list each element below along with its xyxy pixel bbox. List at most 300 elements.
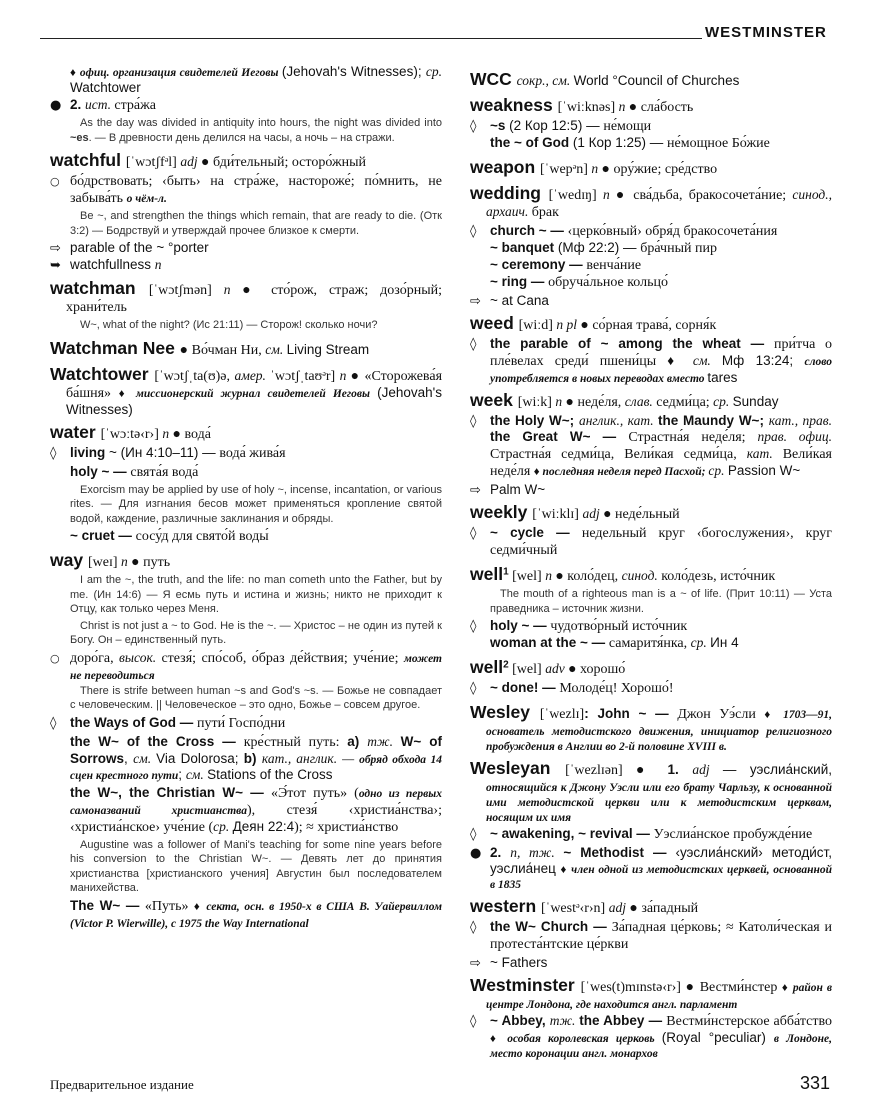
entry-text: ~es bbox=[70, 131, 89, 144]
sense-bullet-icon: ● bbox=[50, 98, 62, 113]
entry-text: относящийся к Джону Уэсли или его брату Чарльзу, к основанной ими методистской церкви или к методистским церквам, носящим их имя bbox=[486, 782, 832, 824]
entry-text: n bbox=[162, 425, 173, 441]
idiom-diamond-icon: ◊ bbox=[50, 445, 57, 461]
entry-subsense bbox=[470, 635, 832, 652]
entry-subsense bbox=[470, 257, 832, 274]
entry-text: ср. bbox=[690, 635, 711, 650]
entry-text: ‹церко́вный› обря́д бракосочета́ния bbox=[567, 224, 778, 239]
entry-text: ● бди́тельный; осторо́жный bbox=[201, 155, 367, 170]
sense-bullet-icon: ● bbox=[470, 846, 482, 861]
entry-text: n bbox=[154, 257, 162, 272]
transcription: [ˈwiːklɪ] bbox=[532, 507, 583, 522]
entry-text: holy ~ — bbox=[70, 463, 131, 479]
headword: Watchman Nee bbox=[50, 337, 180, 358]
headword: weekly bbox=[470, 502, 533, 522]
entry-text: синод., архаич. bbox=[486, 187, 833, 219]
entry-text: прав. офиц. bbox=[757, 429, 832, 444]
entry-text: the W~ Church — bbox=[490, 919, 612, 934]
entry-text: ср. bbox=[713, 394, 733, 409]
entry-text: недельный круг ‹богослужения›, круг седми́чный bbox=[490, 526, 832, 558]
entry-subsense bbox=[470, 413, 832, 480]
entry-subsense bbox=[470, 223, 832, 240]
entry-text: кре́стный путь: bbox=[243, 734, 348, 750]
entry-text: Stations of the Cross bbox=[207, 766, 333, 782]
entry-text: ♦ см. bbox=[667, 353, 722, 368]
transcription: [ˈwezlɪən] bbox=[565, 763, 636, 778]
entry-text: ♦ район в центре Лондона, где находится англ. парламент bbox=[486, 982, 832, 1011]
entry-text: ~ cycle — bbox=[490, 525, 582, 540]
entry-text: 1. bbox=[667, 762, 693, 777]
headword: Wesley bbox=[470, 702, 540, 722]
entry-text: n bbox=[555, 394, 566, 409]
entry-text: Деян 22:4 bbox=[232, 818, 295, 834]
entry-text: (Jehovah's Witnesses); bbox=[281, 64, 426, 79]
meaning-circle-icon: ○ bbox=[50, 175, 60, 188]
entry-text: I am the ~, the truth, and the life: no man cometh unto the Father, but by me. (Ин 14:6) — Я есмь путь и истина и жизнь; никто не приходит к Отцу, как только через Меня. bbox=[70, 574, 442, 615]
headword: Wesleyan bbox=[470, 758, 566, 778]
entry-subsense bbox=[470, 955, 832, 970]
entry-subsense bbox=[470, 525, 832, 559]
entry-text: ~ Fathers bbox=[490, 955, 548, 970]
entry-subsense bbox=[470, 118, 832, 135]
see-also-arrow-icon: ⇨ bbox=[50, 241, 61, 256]
entry-subsense bbox=[50, 785, 442, 836]
headword: weapon bbox=[470, 157, 541, 177]
entry-subsense bbox=[470, 274, 832, 291]
dictionary-entry bbox=[470, 502, 832, 523]
entry-text: Молоде́ц! Хорошо́! bbox=[559, 681, 674, 696]
entry-text: parable of the ~ °porter bbox=[70, 240, 209, 255]
entry-text: adj bbox=[608, 900, 630, 915]
entry-subsense bbox=[50, 257, 442, 273]
entry-text: the Ways of God — bbox=[70, 714, 198, 730]
entry-text: Мф 13:24; bbox=[721, 353, 805, 368]
entry-text: слово употребляется в новых переводах вместо bbox=[490, 356, 832, 385]
entry-text: Ин 4 bbox=[710, 635, 739, 650]
dictionary-entry bbox=[50, 278, 442, 316]
headword: weakness bbox=[470, 95, 558, 115]
entry-subsense bbox=[470, 293, 832, 308]
entry-text: , bbox=[124, 750, 134, 766]
entry-text: сокр., см. bbox=[516, 73, 574, 88]
page-number: 331 bbox=[800, 1073, 831, 1093]
entry-text: 2. bbox=[490, 845, 511, 860]
transcription: [ˈwezlɪ] bbox=[539, 707, 585, 722]
entry-text: n, тж. bbox=[510, 845, 564, 860]
entry-subsense bbox=[470, 135, 832, 152]
usage-example bbox=[50, 116, 442, 145]
entry-text: За́падная це́рковь; ≈ Католи́ческая и протеста́нтские це́ркви bbox=[490, 920, 832, 952]
idiom-diamond-icon: ◊ bbox=[470, 681, 477, 696]
headword: Watchtower bbox=[50, 363, 155, 384]
edition-note: Предварительное издание bbox=[50, 1077, 194, 1092]
entry-text: the parable of ~ among the wheat — bbox=[490, 336, 775, 351]
entry-text: living bbox=[70, 444, 110, 460]
entry-text: World °Council of Churches bbox=[573, 73, 740, 88]
entry-subsense bbox=[50, 64, 442, 95]
meaning-circle-icon: ○ bbox=[50, 651, 60, 665]
usage-example bbox=[50, 318, 442, 333]
entry-text: b) bbox=[243, 750, 262, 766]
entry-text: (2 Кор 12:5) — bbox=[509, 118, 604, 133]
entry-text: ~ done! — bbox=[490, 680, 560, 695]
entry-text: The mouth of a righteous man is a ~ of life. (Прит 10:11) — Уста праведника – источник жизни. bbox=[490, 588, 832, 615]
entry-text: n bbox=[339, 367, 351, 383]
entry-subsense bbox=[50, 240, 442, 255]
entry-text: ♦ миссионерский журнал свидетелей Иеговы bbox=[118, 387, 378, 400]
entry-text: стра́жа bbox=[114, 98, 157, 113]
entry-subsense bbox=[50, 173, 442, 207]
entry-text: ; bbox=[178, 766, 186, 782]
entry-text: сосу́д для свято́й воды́ bbox=[135, 529, 269, 544]
headword: WCC bbox=[470, 69, 517, 89]
entry-text: см. bbox=[185, 766, 208, 782]
entry-text: кат., прав. bbox=[768, 413, 832, 428]
entry-text: ● коло́дец, bbox=[555, 569, 622, 584]
dictionary-entry bbox=[50, 338, 442, 359]
dictionary-entry bbox=[470, 390, 832, 411]
entry-text: стезя́; спо́соб, о́браз де́йствия; уче́ние; bbox=[161, 650, 404, 666]
entry-subsense bbox=[470, 1013, 832, 1060]
entry-subsense bbox=[470, 826, 832, 843]
idiom-diamond-icon: ◊ bbox=[470, 619, 477, 634]
usage-example bbox=[470, 587, 832, 616]
entry-text: As the day was divided in antiquity into hours, the night was divided into bbox=[80, 117, 442, 129]
entry-subsense bbox=[470, 482, 832, 497]
entry-text: ● вода́ bbox=[172, 426, 211, 442]
entry-subsense bbox=[470, 680, 832, 697]
transcription: [ˈwiːknəs] bbox=[557, 100, 619, 115]
idiom-diamond-icon: ◊ bbox=[470, 414, 477, 429]
entry-text: Страстна́я седми́ца, Вели́кая седми́ца, bbox=[490, 447, 747, 462]
entry-text: Страстна́я неде́ля; bbox=[628, 430, 758, 445]
entry-text: Вели́кая неде́ля bbox=[490, 447, 832, 479]
entry-text: «Путь» bbox=[144, 898, 194, 914]
entry-text: ● неде́льный bbox=[603, 507, 680, 522]
entry-text: ● bbox=[635, 763, 668, 778]
entry-text: синод. bbox=[621, 568, 662, 583]
dictionary-entry bbox=[50, 150, 442, 171]
entry-text: брак bbox=[531, 205, 559, 220]
entry-text: Palm W~ bbox=[490, 482, 546, 497]
entry-text: There is strife between human ~s and God's ~s. — Божье не совпадает с человеческим. || Человеческое – это одно, Божье – совсем другое. bbox=[70, 684, 442, 711]
entry-text: Джон Уэ́сли bbox=[677, 707, 765, 722]
entry-text: при́тча о пле́велах среди́ пшени́цы bbox=[490, 337, 832, 369]
entry-text: Be ~, and strengthen the things which remain, that are ready to die. (Отк 3:2) — Бодрствуй и утверждай прочее близкое к смерти. bbox=[70, 210, 442, 237]
entry-text: woman at the ~ — bbox=[490, 635, 609, 650]
entry-text: Christ is not just a ~ to God. He is the ~. — Христос – не один из путей к Богу. Он – единственный путь. bbox=[70, 619, 442, 646]
transcription: ˈwɔtʃˌtaʊᵊr] bbox=[270, 368, 340, 384]
dictionary-entry bbox=[470, 702, 832, 753]
entry-text: the Great W~ — bbox=[490, 429, 629, 444]
entry-text: : John ~ — bbox=[584, 706, 678, 721]
idiom-diamond-icon: ◊ bbox=[470, 224, 477, 239]
entry-text: не́мощи bbox=[603, 119, 652, 134]
entry-text: the W~ of the Cross — bbox=[70, 733, 244, 749]
entry-text: (Мф 22:2) — bbox=[557, 240, 641, 255]
entry-text: ~ banquet bbox=[490, 240, 558, 255]
entry-subsense bbox=[50, 528, 442, 545]
running-head: WESTMINSTER bbox=[705, 24, 827, 41]
entry-text: the Holy W~; bbox=[490, 413, 579, 428]
transcription: [ˈwedɪŋ] bbox=[548, 188, 603, 203]
entry-text: самаритя́нка, bbox=[608, 636, 691, 651]
entry-text: n bbox=[121, 554, 132, 569]
entry-text: Living Stream bbox=[286, 341, 370, 357]
entry-text: (Royal °peculiar) bbox=[661, 1030, 774, 1045]
headword: Westminster bbox=[470, 975, 581, 995]
entry-text: ~ awakening, ~ revival — bbox=[490, 826, 654, 841]
transcription: [wiːk] bbox=[517, 395, 556, 410]
idiom-diamond-icon: ◊ bbox=[50, 715, 57, 731]
entry-text: Exorcism may be applied by use of holy ~, incense, incantation, or various rites. — Для изгнания бесов может применяться кропление святой водой, каждение, различные заклинания и обряды. bbox=[70, 483, 442, 525]
entry-text: church ~ — bbox=[490, 223, 568, 238]
entry-text: в Лондоне, место коронации англ. монархов bbox=[490, 1033, 832, 1060]
dictionary-entry bbox=[470, 313, 832, 334]
transcription: [wel] bbox=[508, 569, 546, 584]
see-also-arrow-icon: ⇨ bbox=[470, 483, 481, 498]
transcription: [ˈwɔːtə‹r›] bbox=[100, 426, 163, 442]
entry-text: W~ of Sorrows bbox=[70, 733, 442, 766]
transcription: [ˈwɔtʃfᵊl] bbox=[125, 155, 181, 170]
entry-text: доро́га, bbox=[70, 650, 120, 666]
entry-text: пути́ Госпо́дни bbox=[197, 715, 286, 731]
entry-text: adj bbox=[582, 506, 604, 521]
dictionary-entry bbox=[470, 157, 832, 178]
entry-text: Sunday bbox=[732, 394, 779, 409]
entry-text: a) bbox=[347, 733, 368, 749]
dictionary-entry bbox=[50, 550, 442, 571]
headword: wedding bbox=[470, 183, 549, 203]
entry-text: ● ору́жие; сре́дство bbox=[601, 162, 718, 177]
entry-text: 2 bbox=[503, 659, 509, 671]
entry-text: высок. bbox=[119, 649, 162, 665]
entry-text: ♦ 1703—91, основатель методистского движения, инициатор религиозного пробуждения в Англии во 2-й половине XVIII в. bbox=[486, 709, 832, 753]
entry-text: The W~ — bbox=[70, 897, 145, 913]
entry-text: ~ ring — bbox=[490, 274, 549, 289]
entry-text: adv bbox=[545, 661, 569, 676]
entry-text: ● со́рная трава́, сорня́к bbox=[580, 318, 717, 333]
entry-text: ~ Abbey, bbox=[490, 1013, 550, 1028]
entry-text: ); ≈ христиа́нство bbox=[294, 819, 399, 835]
entry-text: тж. bbox=[367, 733, 401, 749]
entry-subsense bbox=[470, 336, 832, 385]
dictionary-entry bbox=[470, 896, 832, 917]
entry-text: ● Вестми́нстер bbox=[685, 980, 782, 995]
entry-text: W~, what of the night? (Ис 21:11) — Сторож! сколько ночи? bbox=[80, 319, 378, 331]
usage-example bbox=[50, 838, 442, 896]
transcription: [ˈwɔtʃˌta(ʊ)ə, bbox=[154, 368, 235, 384]
entry-text: ~ ceremony — bbox=[490, 257, 587, 272]
entry-text: ~ Methodist — bbox=[563, 845, 676, 860]
entry-text: adj bbox=[180, 154, 201, 169]
entry-text: n bbox=[618, 99, 629, 114]
entry-text: ● за́падный bbox=[629, 901, 699, 916]
entry-text: n bbox=[545, 568, 556, 583]
entry-text: n bbox=[591, 161, 602, 176]
idiom-diamond-icon: ◊ bbox=[470, 526, 477, 541]
entry-text: венча́ние bbox=[586, 258, 642, 273]
entry-text: 1 bbox=[503, 566, 509, 578]
entry-text: свята́я вода́ bbox=[130, 464, 199, 480]
usage-example bbox=[50, 573, 442, 617]
entry-text: ‹уэслиа́нский› методи́ст, уэслиа́нец bbox=[490, 845, 832, 876]
entry-text: обряд обхода 14 сцен крестного пути bbox=[70, 753, 442, 782]
entry-text: Augustine was a follower of Mani's teaching for some nine years before his conversion to the Christian W~. — Девять лет до принятия христианства [христианского учения] Августин был последователем манихейства. bbox=[70, 838, 442, 894]
entry-text: n bbox=[223, 282, 243, 297]
entry-text: ♦ офиц. организация свидетелей Иеговы bbox=[70, 67, 282, 79]
transcription: [ˈwepᵊn] bbox=[540, 162, 592, 177]
idiom-diamond-icon: ◊ bbox=[470, 337, 477, 352]
headword: western bbox=[470, 896, 541, 916]
entry-subsense bbox=[50, 464, 442, 481]
entry-text: the Abbey — bbox=[579, 1013, 667, 1028]
entry-text: ~s bbox=[490, 118, 510, 133]
entry-text: бра́чный пир bbox=[640, 241, 717, 256]
entry-text: бо́дрствовать; ‹быть› на стра́же, настороже́; по́мнить, не забыва́ть bbox=[70, 174, 442, 206]
usage-example bbox=[50, 684, 442, 713]
entry-text: о чём-л. bbox=[126, 193, 167, 205]
entry-text: не́мощное Бо́жие bbox=[667, 136, 770, 151]
entry-text: коло́дезь, исто́чник bbox=[661, 569, 776, 584]
dictionary-entry bbox=[470, 657, 832, 678]
idiom-diamond-icon: ◊ bbox=[470, 920, 477, 935]
entry-text: ♦ секта, осн. в 1950-х в США В. Уайервиллом (Victor P. Wierwille), с 1975 the Way International bbox=[70, 900, 442, 930]
dictionary-entry bbox=[50, 364, 442, 417]
entry-text: watchfullness bbox=[70, 257, 155, 272]
dictionary-entry bbox=[470, 758, 832, 824]
entry-text: ), стезя́ ‹христиа́нства›; ‹христиа́нское› уче́ние ( bbox=[70, 802, 442, 835]
entry-text: ~ cruet — bbox=[70, 528, 136, 543]
headword: weed bbox=[470, 313, 519, 333]
entry-text: ♦ особая королевская церковь bbox=[490, 1033, 662, 1045]
entry-text: the Maundy W~; bbox=[658, 413, 769, 428]
entry-text: the W~, the Christian W~ — bbox=[70, 784, 272, 800]
entry-text: седми́ца; bbox=[656, 395, 714, 410]
headword: week bbox=[470, 390, 518, 410]
entry-text: ● сла́бость bbox=[628, 100, 694, 115]
dictionary-entry bbox=[470, 69, 832, 90]
entry-text: ● сва́дьба, бракосочета́ние; bbox=[615, 188, 793, 203]
entry-text: ср. bbox=[425, 64, 442, 79]
entry-text: holy ~ — bbox=[490, 618, 551, 633]
entry-subsense bbox=[50, 97, 442, 114]
entry-text: см. bbox=[133, 750, 157, 766]
entry-text: Вестми́нстерское абба́тство bbox=[666, 1014, 832, 1029]
entry-text: n bbox=[602, 187, 616, 202]
entry-subsense bbox=[470, 618, 832, 635]
see-also-arrow-icon: ⇨ bbox=[470, 294, 481, 309]
entry-subsense bbox=[470, 919, 832, 953]
usage-example bbox=[50, 209, 442, 238]
entry-text: слав. bbox=[624, 394, 657, 409]
entry-text: ист. bbox=[85, 97, 115, 112]
transcription: [ˈwɔtʃmən] bbox=[148, 283, 224, 298]
usage-example bbox=[50, 483, 442, 527]
entry-text: ~ (Ин 4:10–11) — bbox=[109, 444, 220, 460]
entry-text: обруча́льное кольцо́ bbox=[548, 275, 668, 290]
entry-text: ♦ последняя неделя перед Пасхой; bbox=[533, 466, 709, 478]
entry-text: (Jehovah's Witnesses) bbox=[66, 384, 442, 417]
entry-text: ● сто́рож, страж; дозо́рный; храни́тель bbox=[66, 283, 443, 315]
entry-text: кат. bbox=[746, 446, 783, 461]
entry-text: ● «Сторожева́я ба́шня» bbox=[66, 368, 443, 401]
dictionary-entry bbox=[470, 975, 832, 1011]
entry-text: см. bbox=[265, 341, 287, 357]
derived-form-icon: ➥ bbox=[50, 258, 61, 273]
entry-text: — уэслиа́нский, bbox=[722, 762, 832, 777]
entry-text: англик., кат. bbox=[578, 413, 659, 428]
entry-text: Passion W~ bbox=[727, 463, 801, 478]
entry-subsense bbox=[50, 734, 442, 783]
entry-text: ● путь bbox=[131, 555, 171, 570]
entry-text: Уэслиа́нское пробужде́ние bbox=[653, 827, 813, 842]
transcription: [ˈwestᵊ‹r›n] bbox=[541, 901, 609, 916]
entry-text: Via Dolorosa; bbox=[156, 750, 244, 766]
headword: well bbox=[470, 657, 504, 677]
entry-subsense bbox=[50, 650, 442, 682]
headword: water bbox=[50, 421, 101, 442]
usage-example bbox=[50, 619, 442, 648]
entry-text: амер. bbox=[234, 367, 271, 383]
left-column bbox=[50, 64, 442, 930]
entry-text: Watchtower bbox=[70, 80, 141, 95]
idiom-diamond-icon: ◊ bbox=[470, 119, 477, 134]
entry-text: может не переводиться bbox=[70, 652, 442, 682]
see-also-arrow-icon: ⇨ bbox=[470, 956, 481, 971]
idiom-diamond-icon: ◊ bbox=[470, 827, 477, 842]
entry-subsense bbox=[50, 898, 442, 930]
entry-subsense bbox=[50, 715, 442, 732]
entry-text: ~ at Cana bbox=[490, 293, 549, 308]
entry-text: (1 Кор 1:25) — bbox=[572, 135, 668, 150]
entry-text: n pl bbox=[556, 317, 581, 332]
entry-text: кат., англик. — bbox=[261, 750, 360, 766]
entry-text: ср. bbox=[708, 463, 728, 478]
entry-text: the ~ of God bbox=[490, 135, 573, 150]
headword: watchman bbox=[50, 278, 149, 298]
transcription: [weɪ] bbox=[87, 555, 121, 570]
dictionary-entry bbox=[470, 564, 832, 585]
entry-text: чудотво́рный исто́чник bbox=[550, 619, 688, 634]
entry-text: «Э́тот путь» ( bbox=[271, 785, 359, 801]
entry-text: ♦ член одной из методистских церквей, основанной в 1835 bbox=[490, 864, 832, 891]
entry-text: tares bbox=[707, 370, 738, 385]
entry-text: тж. bbox=[549, 1013, 580, 1028]
header-rule bbox=[40, 38, 702, 39]
transcription: [wel] bbox=[508, 662, 546, 677]
entry-subsense bbox=[50, 445, 442, 462]
entry-text: adj bbox=[692, 762, 723, 777]
headword: well bbox=[470, 564, 504, 584]
entry-text: . — В древности день делился на часы, а ночь – на стражи. bbox=[88, 131, 395, 144]
entry-text: вода́ жива́я bbox=[219, 445, 286, 461]
entry-subsense bbox=[470, 845, 832, 891]
right-column bbox=[470, 64, 832, 1060]
entry-text: ср. bbox=[213, 818, 233, 834]
entry-text: 2. bbox=[70, 97, 86, 112]
transcription: [wiːd] bbox=[518, 318, 557, 333]
entry-text: одно из первых самоназваний христианства bbox=[70, 787, 443, 817]
transcription: [ˈwes(t)mɪnstə‹r›] bbox=[580, 980, 686, 995]
entry-text: ● хорошо́ bbox=[568, 662, 626, 677]
idiom-diamond-icon: ◊ bbox=[470, 1014, 477, 1029]
entry-text: ● Во́чман Ни, bbox=[179, 342, 266, 358]
dictionary-entry bbox=[50, 422, 442, 443]
headword: watchful bbox=[50, 150, 126, 170]
entry-text: ● неде́ля, bbox=[565, 395, 625, 410]
dictionary-entry bbox=[470, 183, 832, 221]
